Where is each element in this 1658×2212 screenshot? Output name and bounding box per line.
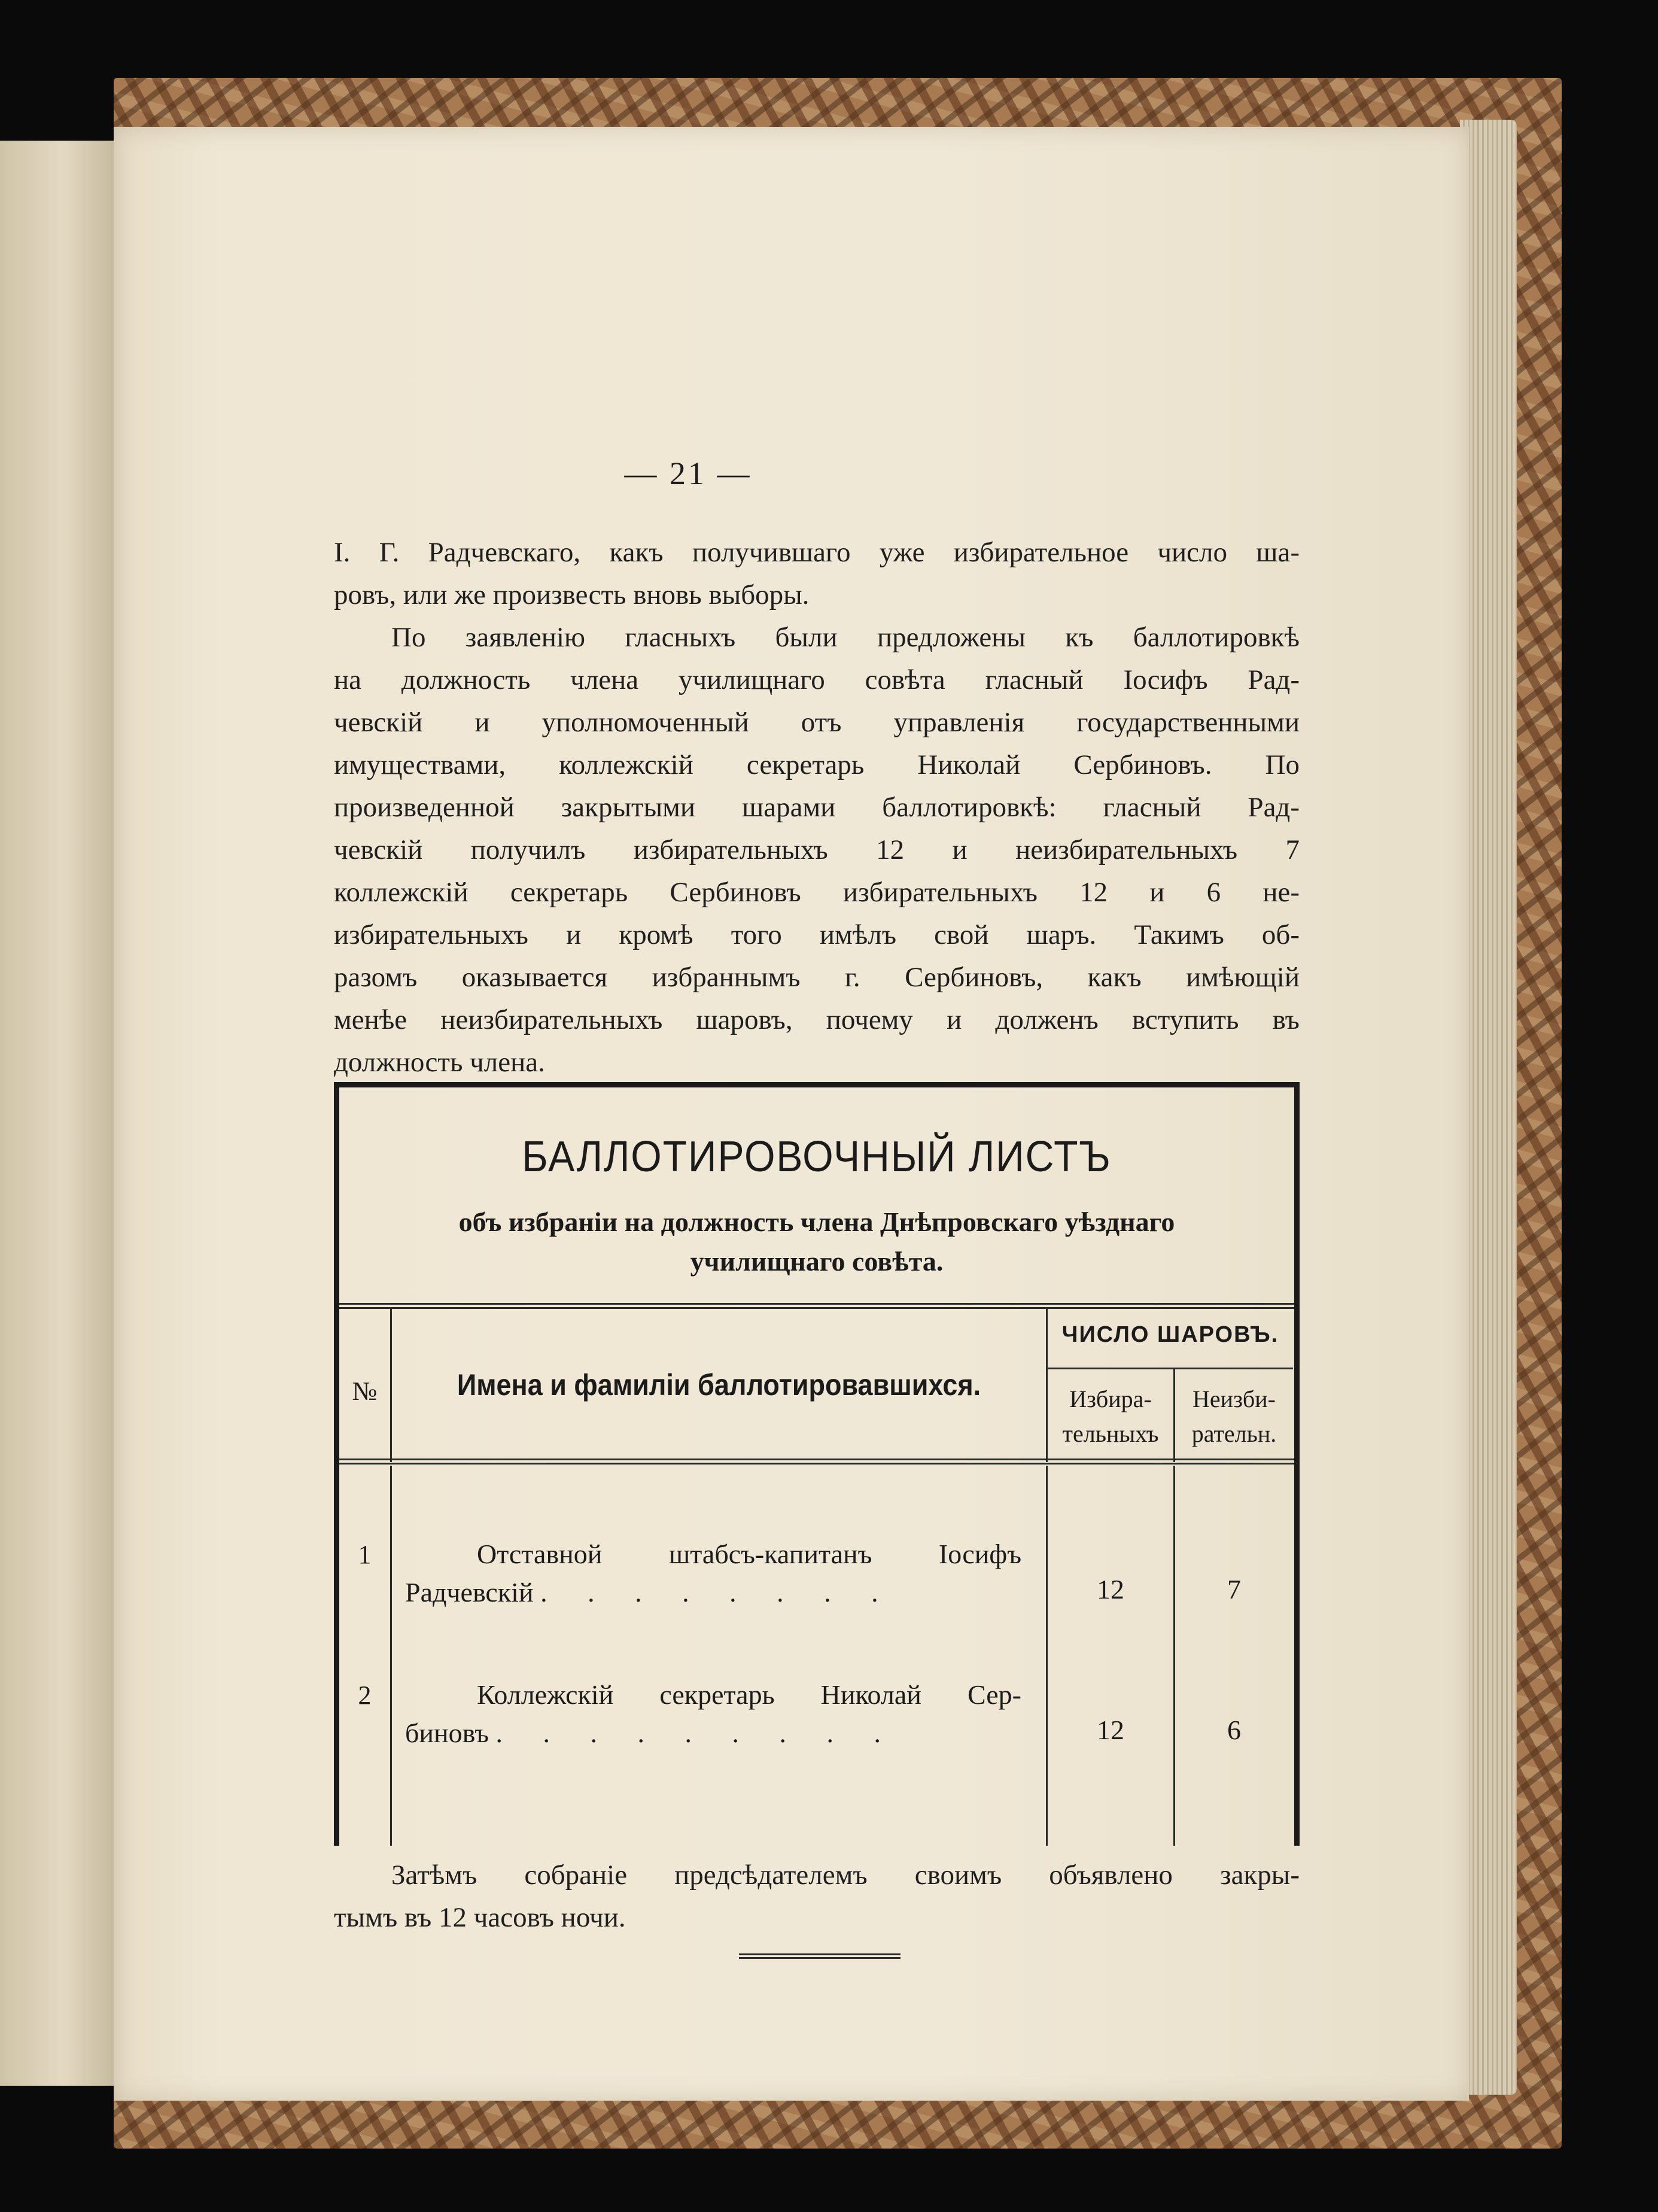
leader-dots: . . . . . . . . . xyxy=(495,1718,898,1748)
book-page xyxy=(114,127,1469,2101)
header-non-elective-line: Неизби- xyxy=(1192,1385,1276,1412)
column-divider xyxy=(390,1466,392,1846)
subheader-rule xyxy=(1048,1368,1293,1369)
leader-dots: . . . . . . . . xyxy=(540,1577,895,1608)
header-non-elective-line: рательн. xyxy=(1191,1420,1277,1447)
page-number: — 21 — xyxy=(624,455,752,491)
row-elective-count: 12 xyxy=(1097,1715,1124,1745)
column-divider xyxy=(390,1309,392,1462)
candidate-name-line: Отставной штабсъ-капитанъ Іосифъ xyxy=(477,1539,1021,1569)
text-line: I. Г. Радчевскаго, какъ получившаго уже избирательное число ша- xyxy=(334,537,1300,568)
text-line: на должность члена училищнаго совѣта гласный Іосифъ Рад- xyxy=(334,664,1300,695)
row-number: 2 xyxy=(358,1681,372,1710)
row-non-elective-count: 7 xyxy=(1227,1574,1241,1605)
candidate-name-line: Коллежскій секретарь Николай Сер- xyxy=(477,1679,1021,1710)
text-line: тымъ въ 12 часовъ ночи. xyxy=(334,1902,626,1933)
header-elective xyxy=(1048,1382,1173,1451)
paragraph-closing xyxy=(334,1854,1300,1939)
header-names: Имена и фамиліи баллотировавшихся. xyxy=(457,1368,981,1402)
text-line: избирательныхъ и кромѣ того имѣлъ свой шаръ. Такимъ об- xyxy=(334,919,1300,950)
candidate-surname: Радчевскій xyxy=(405,1577,534,1608)
text-line: коллежскій секретарь Сербиновъ избирательныхъ 12 и 6 не- xyxy=(334,877,1300,908)
text-line: ровъ, или же произвесть вновь выборы. xyxy=(334,579,810,610)
table-header-rule xyxy=(339,1459,1294,1464)
header-elective-line: тельныхъ xyxy=(1062,1420,1159,1447)
paragraph-election xyxy=(334,616,1300,1084)
column-divider xyxy=(1046,1466,1048,1846)
ballot-sheet-table xyxy=(334,1082,1300,1846)
text-line: имуществами, коллежскій секретарь Николай Сербиновъ. По xyxy=(334,749,1300,780)
paragraph-continuation xyxy=(334,531,1300,616)
text-line: По заявленію гласныхъ были предложены къ баллотировкѣ xyxy=(391,622,1300,653)
header-non-elective xyxy=(1175,1382,1293,1451)
text-line: произведенной закрытыми шарами баллотировкѣ: гласный Рад- xyxy=(334,792,1300,823)
left-page-edge xyxy=(0,141,114,2086)
ballot-subtitle-line: училищнаго совѣта. xyxy=(690,1246,944,1277)
candidate-name-line xyxy=(405,1714,1021,1752)
row-elective-count: 12 xyxy=(1097,1574,1124,1605)
ballot-title: БАЛЛОТИРОВОЧНЫЙ ЛИСТЪ xyxy=(522,1133,1112,1181)
candidate-name-line xyxy=(405,1573,1021,1612)
ballot-subtitle xyxy=(339,1202,1294,1281)
row-candidate-name xyxy=(405,1676,1021,1752)
column-divider xyxy=(1173,1466,1175,1846)
row-non-elective-count: 6 xyxy=(1227,1715,1241,1745)
header-ball-count: ЧИСЛО ШАРОВЪ. xyxy=(1061,1322,1279,1347)
row-number: 1 xyxy=(358,1540,372,1569)
text-line: чевскій получилъ избирательныхъ 12 и неизбирательныхъ 7 xyxy=(334,834,1300,865)
closing-rule xyxy=(739,1953,901,1959)
header-elective-line: Избира- xyxy=(1069,1385,1152,1412)
candidate-surname: биновъ xyxy=(405,1718,489,1748)
text-line: разомъ оказывается избраннымъ г. Сербиновъ, какъ имѣющій xyxy=(334,962,1300,993)
table-top-rule xyxy=(339,1303,1294,1309)
text-line: менѣе неизбирательныхъ шаровъ, почему и долженъ вступить въ xyxy=(334,1004,1300,1035)
row-candidate-name xyxy=(405,1535,1021,1612)
text-line: должность члена. xyxy=(334,1047,545,1078)
text-line: чевскій и уполномоченный отъ управленія государственными xyxy=(334,707,1300,738)
ballot-subtitle-line: объ избраніи на должность члена Днѣпровскаго уѣзднаго xyxy=(458,1207,1175,1237)
text-line: Затѣмъ собраніе предсѣдателемъ своимъ объявлено закры- xyxy=(391,1859,1300,1891)
header-number: № xyxy=(352,1377,378,1406)
